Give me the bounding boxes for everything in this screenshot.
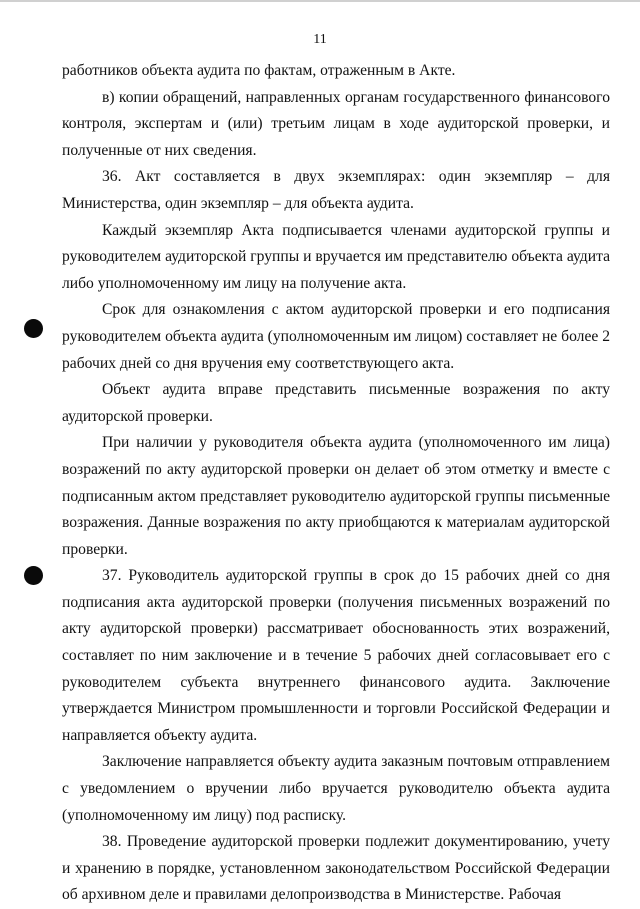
paragraph-conclusion-delivery: Заключение направляется объекту аудита заказным почтовым отправлением с уведомлением о вручении либо вручается руководителю объекта аудита (уполномоченному им лицу) под расписку. (62, 753, 610, 824)
page-number: 11 (313, 32, 327, 47)
paragraph-37: 37. Руководитель аудиторской группы в срок до 15 рабочих дней со дня подписания акта аудиторской проверки (получения письменных возражений по акту аудиторской проверки) рассматривает обоснованность этих возражений, составляет по ним заключение и в течение 5 рабочих дней согласовывает его с руководителем субъекта внутреннего финансового аудита. Заключение утверждается Министром промышленности и торговли Российской Федерации и направляется объекту аудита. (62, 567, 610, 744)
paragraph-objections-procedure: При наличии у руководителя объекта аудита (уполномоченного им лица) возражений по акту аудиторской проверки он делает об этом отметку и вместе с подписанным актом представляет руководителю аудиторской группы письменные возражения. Данные возражения по акту приобщаются к материалам аудиторской проверки. (62, 434, 610, 558)
paragraph-continuation: работников объекта аудита по фактам, отраженным в Акте. (62, 62, 456, 79)
paragraph-act-signing: Каждый экземпляр Акта подписывается членами аудиторской группы и руководителем аудиторской группы и вручается им представителю объекта аудита либо уполномоченному им лицу на получение акта. (62, 221, 610, 292)
punch-hole-mark (24, 566, 43, 585)
scan-edge-line (0, 0, 640, 2)
paragraph-38: 38. Проведение аудиторской проверки подлежит документированию, учету и хранению в порядке, установленном законодательством Российской Федерации об архивном деле и правилами делопроизводства в Министерстве. Рабочая (62, 833, 610, 904)
document-body (62, 58, 610, 909)
paragraph-36: 36. Акт составляется в двух экземплярах: один экземпляр – для Министерства, один экземпляр – для объекта аудита. (62, 168, 610, 212)
punch-hole-mark (24, 319, 43, 338)
paragraph-review-term: Срок для ознакомления с актом аудиторской проверки и его подписания руководителем объекта аудита (уполномоченным им лицом) составляет не более 2 рабочих дней со дня вручения ему соответствующего акта. (62, 301, 610, 372)
paragraph-objections-right: Объект аудита вправе представить письменные возражения по акту аудиторской проверки. (62, 381, 610, 425)
paragraph-item-v: в) копии обращений, направленных органам государственного финансового контроля, экспертам и (или) третьим лицам в ходе аудиторской проверки, и полученные от них сведения. (62, 88, 610, 159)
